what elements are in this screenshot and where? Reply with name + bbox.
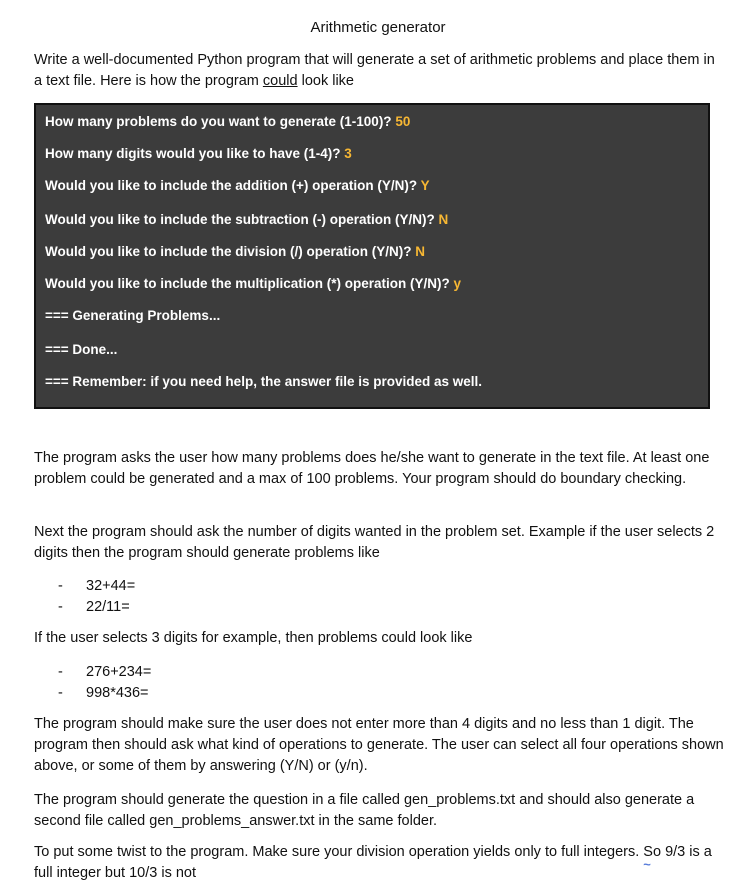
list-dash: - bbox=[58, 664, 63, 680]
console-line bbox=[45, 241, 425, 262]
example-item bbox=[58, 683, 149, 704]
example-item bbox=[58, 576, 135, 597]
example-text: 276+234= bbox=[86, 664, 152, 680]
console-line bbox=[45, 111, 410, 132]
intro-paragraph bbox=[34, 50, 724, 92]
division-text-end: 9/3 is a full integer but 10/3 is not bbox=[34, 844, 712, 881]
list-dash: - bbox=[58, 599, 63, 615]
console-answer: Y bbox=[420, 178, 430, 193]
paragraph-digits: Next the program should ask the number of digits wanted in the problem set. Example if the user selects 2 digits then the program should generate problems like bbox=[34, 524, 715, 561]
example-text: 22/11= bbox=[86, 599, 130, 615]
console-line bbox=[45, 339, 117, 360]
intro-text-end: look like bbox=[297, 73, 354, 89]
console-answer: N bbox=[415, 244, 426, 259]
example-item bbox=[58, 597, 130, 618]
paragraph-three-digits: If the user selects 3 digits for example, then problems could look like bbox=[34, 630, 473, 646]
console-answer: 50 bbox=[395, 114, 411, 129]
console-line bbox=[45, 175, 430, 196]
list-dash: - bbox=[58, 578, 63, 594]
console-prompt: Would you like to include the addition (+) operation (Y/N)? bbox=[45, 178, 421, 193]
ink-word: So bbox=[643, 844, 662, 860]
console-example-box bbox=[34, 103, 710, 409]
console-status: === Remember: if you need help, the answer file is provided as well. bbox=[45, 374, 483, 389]
intro-text: Write a well-documented Python program that will generate a set of arithmetic problems and place them in a text file. Here is how the program bbox=[34, 52, 715, 89]
paragraph-division-twist bbox=[34, 842, 724, 884]
list-dash: - bbox=[58, 685, 63, 701]
console-answer: N bbox=[438, 212, 449, 227]
console-prompt: Would you like to include the subtraction (-) operation (Y/N)? bbox=[45, 212, 439, 227]
example-text: 998*436= bbox=[86, 685, 149, 701]
console-status: === Generating Problems... bbox=[45, 308, 221, 323]
console-prompt: How many digits would you like to have (1-4)? bbox=[45, 146, 345, 161]
console-answer: y bbox=[453, 276, 462, 291]
example-text: 32+44= bbox=[86, 578, 136, 594]
console-prompt: Would you like to include the division (/) operation (Y/N)? bbox=[45, 244, 416, 259]
console-answer: 3 bbox=[344, 146, 352, 161]
paragraph-digit-limits: The program should make sure the user does not enter more than 4 digits and no less than 1 digit. The program then should ask what kind of operations to generate. The user can select all four operations shown above, or some of them by answering (Y/N) or (y/n). bbox=[34, 716, 724, 774]
paragraph-problem-count: The program asks the user how many problems does he/she want to generate in the text file. At least one problem could be generated and a max of 100 problems. Your program should do boundary checking. bbox=[34, 450, 710, 487]
console-line bbox=[45, 273, 461, 294]
document-title: Arithmetic generator bbox=[310, 19, 446, 36]
example-item bbox=[58, 662, 151, 683]
intro-underlined-word: could bbox=[262, 73, 298, 89]
console-line bbox=[45, 371, 482, 392]
console-line bbox=[45, 209, 448, 230]
ink-scribble-icon: ~ bbox=[643, 857, 651, 872]
console-line bbox=[45, 305, 220, 326]
console-prompt: Would you like to include the multiplication (*) operation (Y/N)? bbox=[45, 276, 454, 291]
console-status: === Done... bbox=[45, 342, 118, 357]
ink-annotated-word bbox=[643, 844, 662, 872]
division-text: To put some twist to the program. Make sure your division operation yields only to full integers. bbox=[34, 844, 644, 860]
paragraph-output-files: The program should generate the question in a file called gen_problems.txt and should also generate a second file called gen_problems_answer.txt in the same folder. bbox=[34, 792, 695, 829]
console-line bbox=[45, 143, 352, 164]
console-prompt: How many problems do you want to generate (1-100)? bbox=[45, 114, 396, 129]
